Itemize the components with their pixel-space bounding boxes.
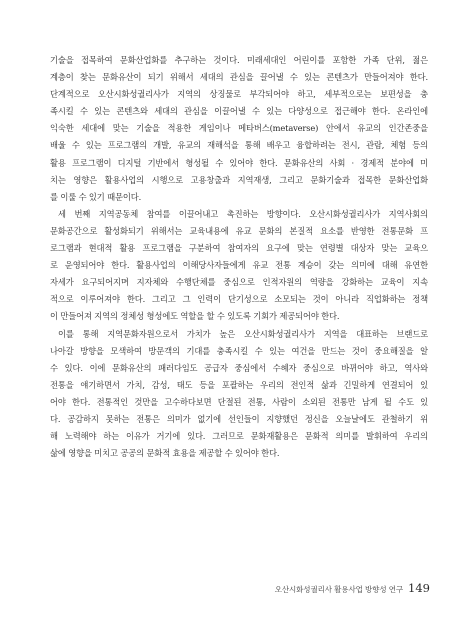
page-number: 149 <box>408 581 430 595</box>
text-line: 를 이룰 수 있기 때문이다. <box>50 191 142 202</box>
running-footer-title: 오산시화성궐리사 활용사업 방향성 연구 <box>274 585 404 594</box>
paragraph-2 <box>50 206 428 326</box>
text-line: 자세가 요구되어지며 지자체와 수행단체를 중심으로 인적자원의 역량을 강화하는 교육이 지속 <box>50 277 428 288</box>
text-line: 로그램과 현대적 활용 프로그램을 구분하여 참여자의 요구에 맞는 연령별 대상자 맞는 교육으 <box>50 243 428 254</box>
text-line: 해 노력해야 하는 이유가 거기에 있다. 그러므로 문화재활용은 문화적 의미를 발휘하여 우리의 <box>50 431 428 442</box>
text-line: 이 만들어져 지역의 정체성 형성에도 역할을 할 수 있도록 기회가 제공되어야 한다. <box>50 311 340 322</box>
text-line: 어야 한다. 전통적인 것만을 고수하다보면 단절된 전통, 사람이 소외된 전통만 남게 될 수도 있 <box>50 396 428 407</box>
text-line: 배울 수 있는 프로그램의 개발, 유교의 재해석을 통해 배우고 융합하려는 전시, 관람, 체험 등의 <box>50 140 428 151</box>
text-line: 활용 프로그램이 디지털 기반에서 형성될 수 있어야 한다. 문화유산의 사회 · 경제적 분야에 미 <box>50 157 428 168</box>
text-line: 전통을 얘기하면서 가치, 감성, 태도 등을 포괄하는 우리의 전인적 삶과 긴밀하게 연결되어 있 <box>50 379 428 390</box>
text-line: 세 번째 지역공동체 참여를 이끌어내고 촉진하는 방향이다. 오산시화성궐리사가 지역사회의 <box>58 208 428 219</box>
text-line: 삶에 영향을 미치고 공공의 문화적 효용을 제공할 수 있어야 한다. <box>50 448 280 459</box>
text-line: 단계적으로 오산시화성궐리사가 지역의 상징물로 부각되어야 하고, 세부적으로는 보편성을 충 <box>50 89 428 100</box>
text-line: 적으로 이루어져야 한다. 그리고 그 인력이 단기성으로 소모되는 것이 아니라 직업화하는 정책 <box>50 294 428 305</box>
body-text <box>50 52 428 462</box>
text-line: 이를 통해 지역문화자원으로서 가치가 높은 오산시화성궐리사가 지역을 대표하는 브랜드로 <box>58 328 428 339</box>
text-line: 로 운영되어야 한다. 활용사업의 이해당사자들에게 유교 전통 계승이 갖는 의미에 대해 유연한 <box>50 260 428 271</box>
text-line: 수 있다. 이에 문화유산의 패러다임도 공급자 중심에서 수혜자 중심으로 바뀌어야 하고, 역사와 <box>50 362 428 373</box>
text-line: 치는 영향은 활용사업의 시행으로 고용창출과 지역재생, 그리고 문화기술과 접목한 문화산업화 <box>50 174 428 185</box>
text-line: 족시킬 수 있는 콘텐츠와 세대의 관심을 이끌어낼 수 있는 다양성으로 접근해야 한다. 온라인에 <box>50 106 428 117</box>
paragraph-1 <box>50 52 428 206</box>
text-line: 기술을 접목하여 문화산업화를 추구하는 것이다. 미래세대인 어린이를 포함한 가족 단위, 젊은 <box>50 55 428 65</box>
text-line: 나아갈 방향을 모색하여 방문객의 기대를 충족시킬 수 있는 여건을 만드는 것이 중요해질을 알 <box>50 345 428 356</box>
text-line: 다. 공감하지 못하는 전통은 의미가 없기에 선인들이 지향했던 정신을 오늘날에도 관철하기 위 <box>50 413 428 424</box>
paragraph-3 <box>50 326 428 463</box>
text-line: 익숙한 세대에 맞는 기술을 적용한 게임이나 메타버스(metaverse) 안에서 유교의 인간존중을 <box>50 123 428 134</box>
text-line: 계층이 찾는 문화유산이 되기 위해서 세대의 관심을 끌어낼 수 있는 콘텐츠가 만들어져야 한다. <box>50 72 428 83</box>
text-line: 문화공간으로 활성화되기 위해서는 교육내용에 유교 문화의 본질적 요소를 반영한 전통문화 프 <box>50 225 428 236</box>
page-footer <box>275 581 430 595</box>
